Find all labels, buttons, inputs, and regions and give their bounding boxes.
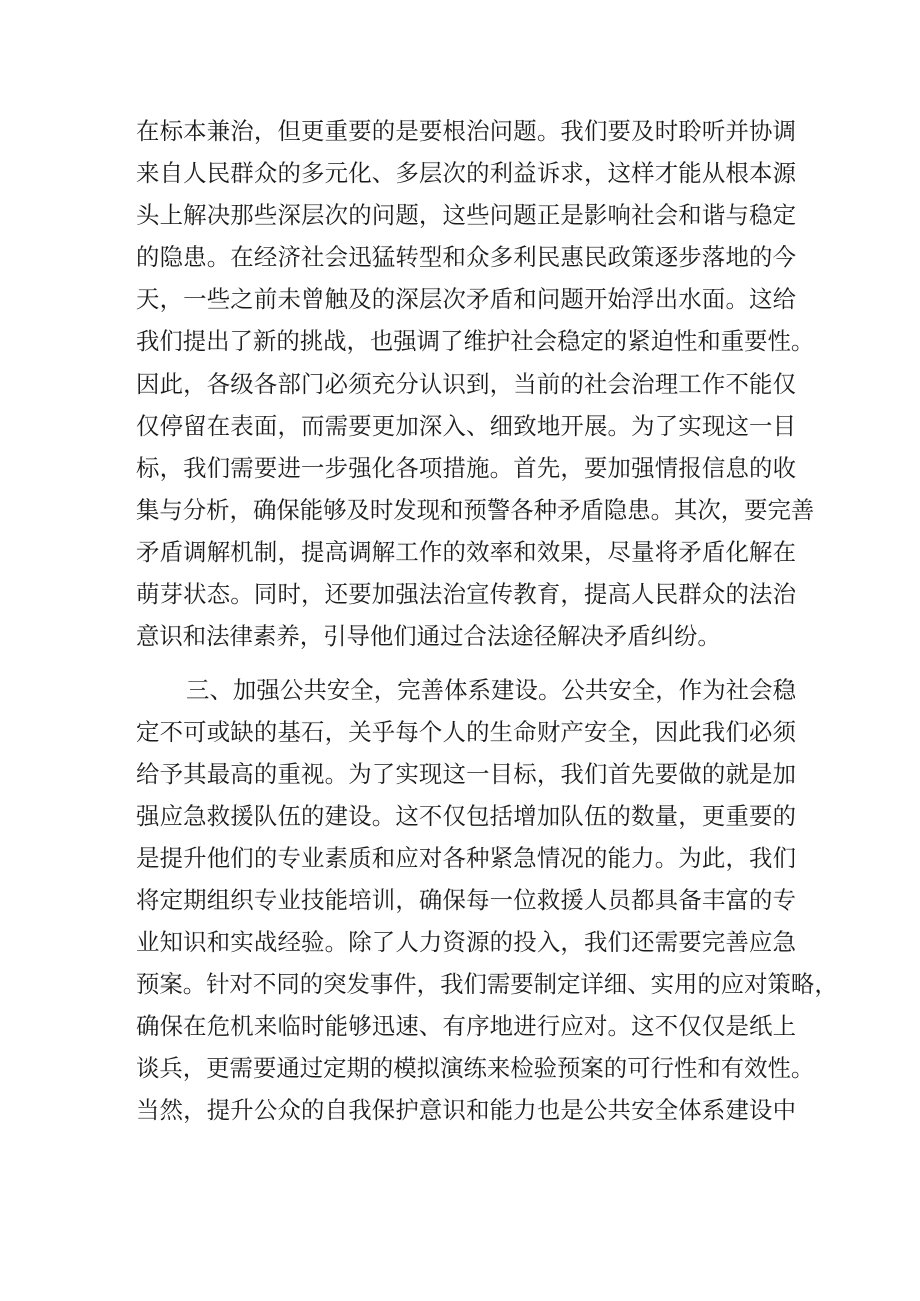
body-text-line: 我们提出了新的挑战，也强调了维护社会稳定的紧迫性和重要性。 — [136, 327, 815, 355]
body-text-line: 标，我们需要进一步强化各项措施。首先，要加强情报信息的收 — [136, 454, 796, 482]
body-text-line: 在标本兼治，但更重要的是要根治问题。我们要及时聆听并协调 — [136, 117, 796, 145]
body-text-line: 谈兵，更需要通过定期的模拟演练来检验预案的可行性和有效性。 — [136, 1054, 815, 1082]
body-text-line: 矛盾调解机制，提高调解工作的效率和效果，尽量将矛盾化解在 — [136, 538, 796, 566]
body-text-line: 将定期组织专业技能培训，确保每一位救援人员都具备丰富的专 — [136, 886, 796, 914]
body-text-line: 的隐患。在经济社会迅猛转型和众多利民惠民政策逐步落地的今 — [136, 243, 796, 271]
body-text-line: 预案。针对不同的突发事件，我们需要制定详细、实用的应对策略， — [136, 970, 838, 998]
body-text-line: 天，一些之前未曾触及的深层次矛盾和问题开始浮出水面。这给 — [136, 285, 796, 313]
body-text-line: 仅停留在表面，而需要更加深入、细致地开展。为了实现这一目 — [136, 412, 796, 440]
body-text-line: 确保在危机来临时能够迅速、有序地进行应对。这不仅仅是纸上 — [136, 1012, 796, 1040]
body-text-line: 是提升他们的专业素质和应对各种紧急情况的能力。为此，我们 — [136, 844, 796, 872]
paragraph-end-line: 意识和法律素养，引导他们通过合法途径解决矛盾纠纷。 — [136, 622, 721, 650]
body-text-line: 来自人民群众的多元化、多层次的利益诉求，这样才能从根本源 — [136, 159, 796, 187]
body-text-line: 集与分析，确保能够及时发现和预警各种矛盾隐患。其次，要完善 — [136, 496, 815, 524]
section-heading-line: 三、加强公共安全，完善体系建设。公共安全，作为社会稳 — [186, 676, 796, 704]
body-text-line: 定不可或缺的基石，关乎每个人的生命财产安全，因此我们必须 — [136, 718, 796, 746]
body-text-line: 业知识和实战经验。除了人力资源的投入，我们还需要完善应急 — [136, 928, 796, 956]
body-text-line: 给予其最高的重视。为了实现这一目标，我们首先要做的就是加 — [136, 760, 796, 788]
body-text-line: 因此，各级各部门必须充分认识到，当前的社会治理工作不能仅 — [136, 370, 796, 398]
body-text-line: 萌芽状态。同时，还要加强法治宣传教育，提高人民群众的法治 — [136, 580, 796, 608]
body-text-line: 头上解决那些深层次的问题，这些问题正是影响社会和谐与稳定 — [136, 201, 796, 229]
body-text-line: 强应急救援队伍的建设。这不仅包括增加队伍的数量，更重要的 — [136, 802, 796, 830]
body-text-line: 当然，提升公众的自我保护意识和能力也是公共安全体系建设中 — [136, 1096, 796, 1124]
